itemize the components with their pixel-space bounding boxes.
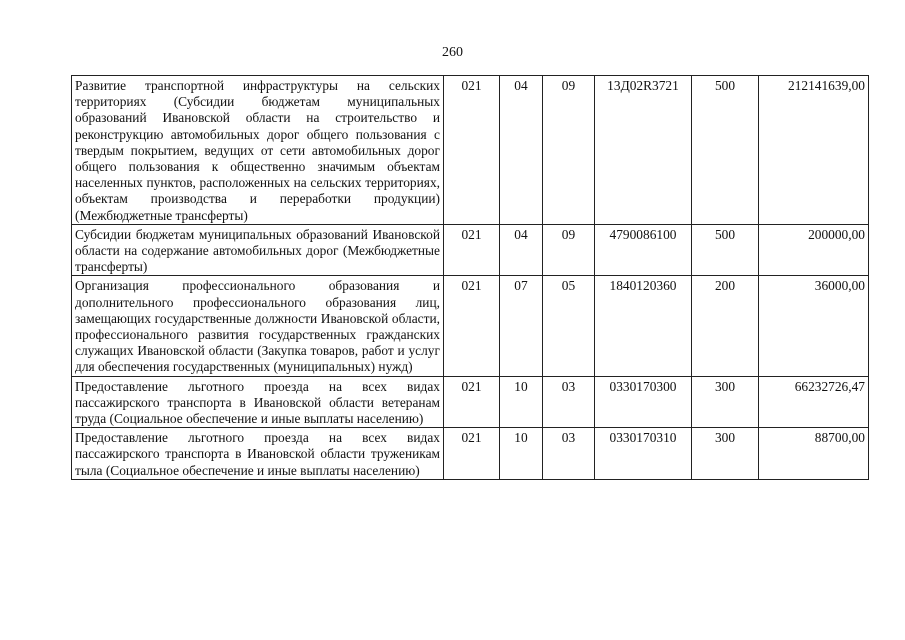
expense-type-code: 200 — [692, 276, 759, 376]
subsection-code: 03 — [543, 428, 595, 480]
row-description: Субсидии бюджетам муниципальных образований Ивановской области на содержание автомобильных дорог (Межбюджетные трансферты) — [72, 224, 444, 276]
row-description: Предоставление льготного проезда на всех видах пассажирского транспорта в Ивановской области ветеранам труда (Социальное обеспечение и иные выплаты населению) — [72, 376, 444, 428]
ministry-code: 021 — [444, 276, 500, 376]
ministry-code: 021 — [444, 76, 500, 225]
row-description: Организация профессионального образования и дополнительного профессионального образования лиц, замещающих государственные должности Ивановской области, профессионального развития государственных гражданских служащих Ивановской области (Закупка товаров, работ и услуг для обеспечения государственных (муниципальных) нужд) — [72, 276, 444, 376]
target-article-code: 1840120360 — [595, 276, 692, 376]
subsection-code: 03 — [543, 376, 595, 428]
section-code: 04 — [500, 76, 543, 225]
subsection-code: 09 — [543, 76, 595, 225]
table-row — [72, 376, 869, 428]
amount-value: 66232726,47 — [759, 376, 869, 428]
target-article-code: 0330170300 — [595, 376, 692, 428]
table-row — [72, 276, 869, 376]
section-code: 04 — [500, 224, 543, 276]
section-code: 10 — [500, 376, 543, 428]
amount-value: 88700,00 — [759, 428, 869, 480]
subsection-code: 05 — [543, 276, 595, 376]
amount-value: 200000,00 — [759, 224, 869, 276]
page-number: 260 — [442, 45, 463, 60]
expense-type-code: 300 — [692, 376, 759, 428]
table-row — [72, 224, 869, 276]
ministry-code: 021 — [444, 428, 500, 480]
table-row — [72, 428, 869, 480]
expense-type-code: 300 — [692, 428, 759, 480]
target-article-code: 13Д02R3721 — [595, 76, 692, 225]
ministry-code: 021 — [444, 376, 500, 428]
amount-value: 36000,00 — [759, 276, 869, 376]
target-article-code: 4790086100 — [595, 224, 692, 276]
section-code: 10 — [500, 428, 543, 480]
ministry-code: 021 — [444, 224, 500, 276]
subsection-code: 09 — [543, 224, 595, 276]
budget-table — [71, 75, 869, 480]
target-article-code: 0330170310 — [595, 428, 692, 480]
section-code: 07 — [500, 276, 543, 376]
row-description: Предоставление льготного проезда на всех видах пассажирского транспорта в Ивановской области труженикам тыла (Социальное обеспечение и иные выплаты населению) — [72, 428, 444, 480]
row-description: Развитие транспортной инфраструктуры на сельских территориях (Субсидии бюджетам муниципальных образований Ивановской области на строительство и реконструкцию автомобильных дорог общего пользования с твердым покрытием, ведущих от сети автомобильных дорог общего пользования к общественно значимым объектам населенных пунктов, расположенных на сельских территориях, объектам производства и переработки продукции) (Межбюджетные трансферты) — [72, 76, 444, 225]
table-row — [72, 76, 869, 225]
expense-type-code: 500 — [692, 76, 759, 225]
amount-value: 212141639,00 — [759, 76, 869, 225]
expense-type-code: 500 — [692, 224, 759, 276]
